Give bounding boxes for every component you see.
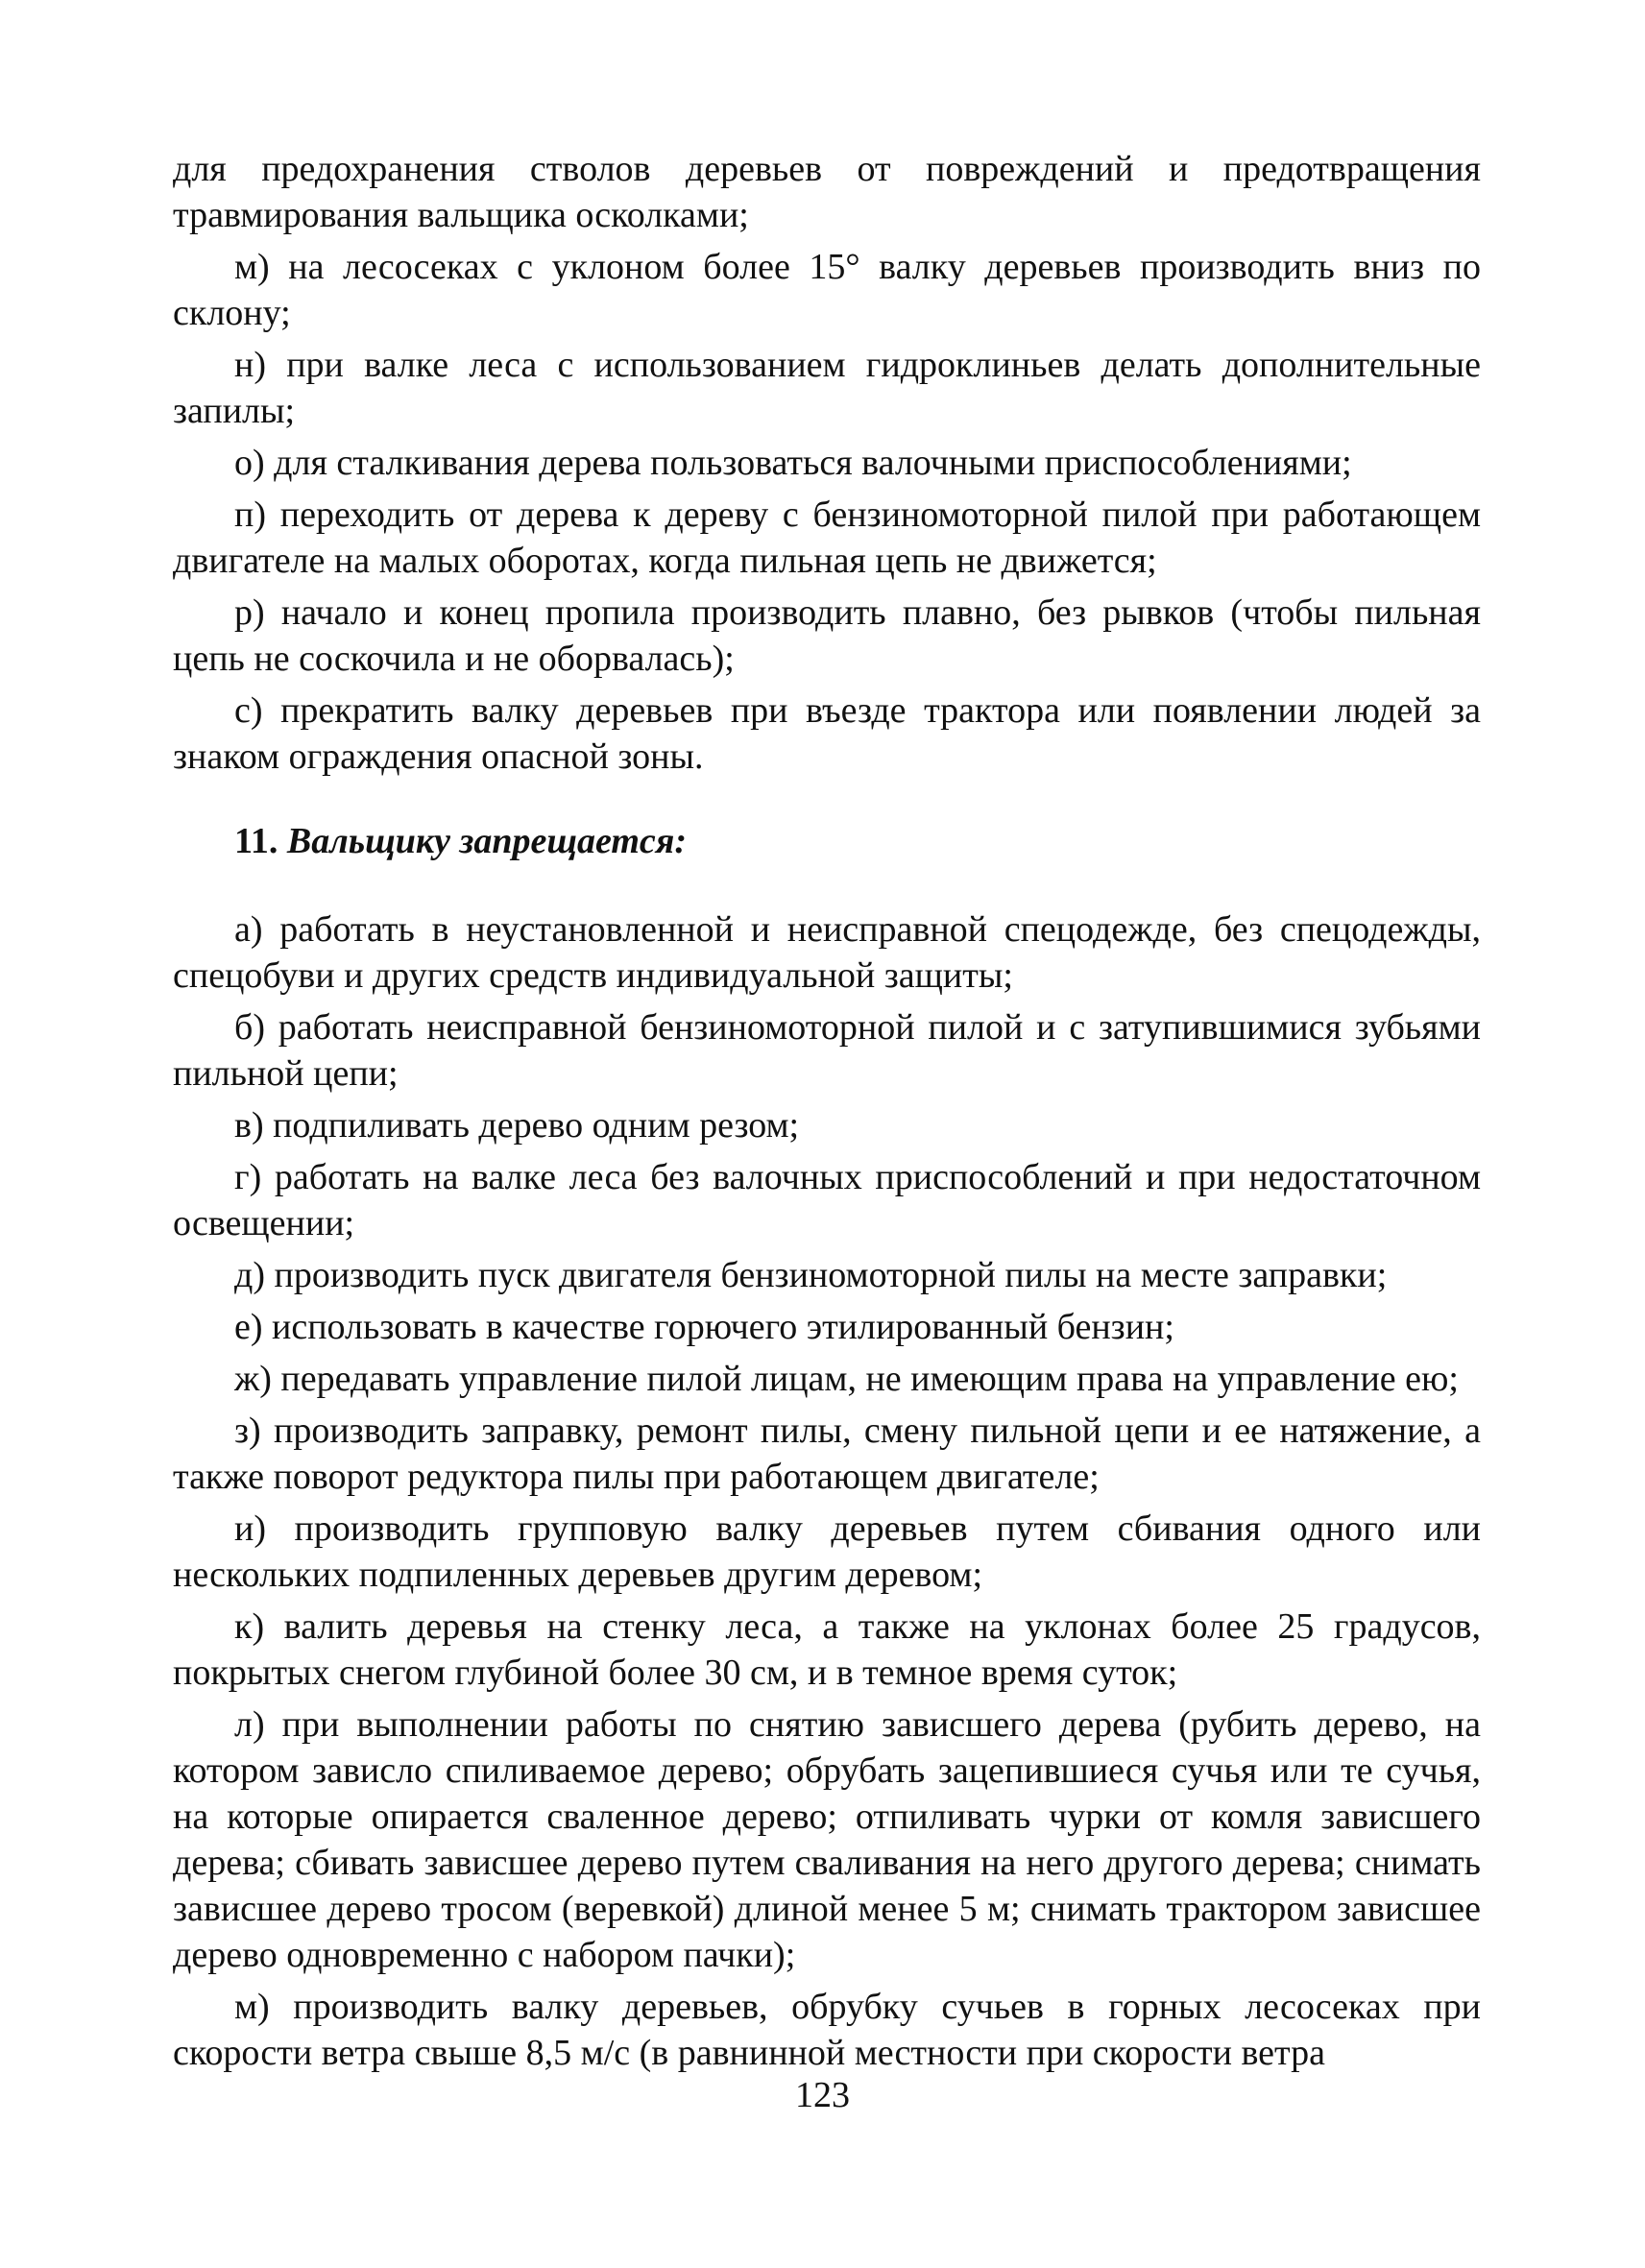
section-number: 11.	[234, 821, 278, 861]
list-item: ж) передавать управление пилой лицам, не имеющим права на управление ею;	[234, 1359, 1459, 1399]
list-item: п) переходить от дерева к дереву с бензиномоторной пилой при работающем двигателе на малых оборотах, когда пильная цепь не движется;	[173, 495, 1481, 581]
list-item: л) при выполнении работы по снятию зависшего дерева (рубить дерево, на котором зависло спиливаемое дерево; обрубать зацепившиеся сучья или те сучья, на которые опирается сваленное дерево; отпиливать чурки от комля зависшего дерева; сбивать зависшее дерево путем сваливания на него другого дерева; снимать зависшее дерево тросом (веревкой) длиной менее 5 м; снимать трактором зависшее дерево одновременно с набором пачки);	[173, 1704, 1481, 1975]
list-item: м) производить валку деревьев, обрубку сучьев в горных лесосеках при скорости ветра свыше 8,5 м/с (в равнинной местности при скорости ветра	[173, 1987, 1481, 2073]
list-item: в) подпиливать дерево одним резом;	[234, 1105, 800, 1146]
list-item: р) начало и конец пропила производить плавно, без рывков (чтобы пильная цепь не соскочила и не оборвалась);	[173, 592, 1481, 679]
list-item: е) использовать в качестве горючего этилированный бензин;	[234, 1307, 1174, 1347]
list-item: о) для сталкивания дерева пользоваться валочными приспособлениями;	[234, 443, 1352, 483]
list-item: б) работать неисправной бензиномоторной пилой и с затупившимися зубьями пильной цепи;	[173, 1007, 1481, 1094]
section-title: Вальщику запрещается:	[286, 821, 688, 861]
document-page	[173, 146, 1481, 2082]
list-item: с) прекратить валку деревьев при въезде трактора или появлении людей за знаком ограждения опасной зоны.	[173, 690, 1481, 777]
list-item: м) на лесосеках с уклоном более 15° валку деревьев производить вниз по склону;	[173, 247, 1481, 333]
continuation-paragraph: для предохранения стволов деревьев от повреждений и предотвращения травмирования вальщика осколками;	[173, 149, 1481, 235]
list-item: г) работать на валке леса без валочных приспособлений и при недостаточном освещении;	[173, 1157, 1481, 1243]
page-number: 123	[795, 2075, 850, 2115]
section-heading	[173, 818, 1481, 864]
list-item: и) производить групповую валку деревьев путем сбивания одного или нескольких подпиленных деревьев другим деревом;	[173, 1508, 1481, 1595]
list-item: н) при валке леса с использованием гидроклиньев делать дополнительные запилы;	[173, 345, 1481, 431]
list-item: а) работать в неустановленной и неисправной спецодежде, без спецодежды, спецобуви и других средств индивидуальной защиты;	[173, 909, 1481, 996]
list-item: к) валить деревья на стенку леса, а также на уклонах более 25 градусов, покрытых снегом глубиной более 30 см, и в темное время суток;	[173, 1606, 1481, 1693]
list-item: д) производить пуск двигателя бензиномоторной пилы на месте заправки;	[234, 1255, 1388, 1295]
list-item: з) производить заправку, ремонт пилы, смену пильной цепи и ее натяжение, а также поворот редуктора пилы при работающем двигателе;	[173, 1411, 1481, 1497]
